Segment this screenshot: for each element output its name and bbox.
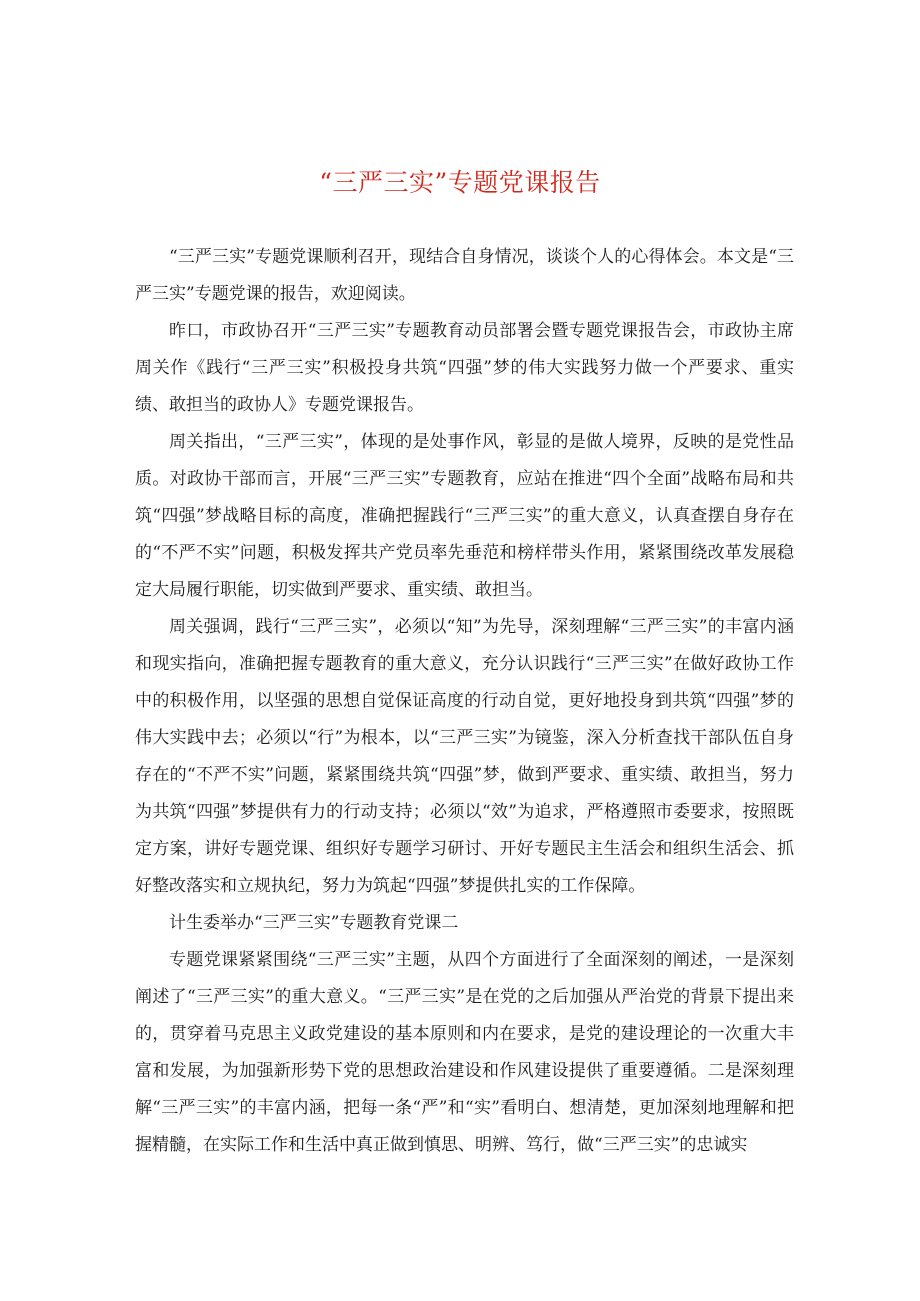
paragraph: 周关指出，“三严三实”，体现的是处事作风，彰显的是做人境界，反映的是党性品质。对政协干部而言，开展“三严三实”专题教育，应站在推进“四个全面”战略布局和共筑“四强”梦战略目标的高度，准确把握践行“三严三实”的重大意义，认真查摆自身存在的“不严不实”问题，积极发挥共产党员率先垂范和榜样带头作用，紧紧围绕改革发展稳定大局履行职能，切实做到严要求、重实绩、敢担当。 xyxy=(135,432,794,600)
paragraph-subheading: 计生委举办“三严三实”专题教育党课二 xyxy=(169,913,459,933)
paragraph: 专题党课紧紧围绕“三严三实”主题，从四个方面进行了全面深刻的阐述，一是深刻阐述了“三严三实”的重大意义。“三严三实”是在党的之后加强从严治党的背景下提出来的，贯穿着马克思主义政党建设的基本原则和内在要求，是党的建设理论的一次重大丰富和发展，为加强新形势下党的思想政治建设和作风建设提供了重要遵循。二是深刻理解“三严三实”的丰富内涵，把每一条“严”和“实”看明白、想清楚，更加深刻地理解和把握精髓，在实际工作和生活中真正做到慎思、明辨、笃行，做“三严三实”的忠诚实 xyxy=(135,950,794,1155)
document-title: “三严三实”专题党课报告 xyxy=(319,168,601,197)
paragraph: “三严三实”专题党课顺利召开，现结合自身情况，谈谈个人的心得体会。本文是“三严三实”专题党课的报告，欢迎阅读。 xyxy=(135,247,794,304)
paragraph: 昨口，市政协召开“三严三实”专题教育动员部署会暨专题党课报告会，市政协主席周关作《践行“三严三实”积极投身共筑“四强”梦的伟大实践努力做一个严要求、重实绩、敢担当的政协人》专题党课报告。 xyxy=(135,321,794,415)
paragraph: 周关强调，践行“三严三实”，必须以“知”为先导，深刻理解“三严三实”的丰富内涵和现实指向，准确把握专题教育的重大意义，充分认识践行“三严三实”在做好政协工作中的积极作用，以坚强的思想自觉保证高度的行动自觉，更好地投身到共筑“四强”梦的伟大实践中去；必须以“行”为根本，以“三严三实”为镜鉴，深入分析查找干部队伍自身存在的“不严不实”问题，紧紧围绕共筑“四强”梦，做到严要求、重实绩、敢担当，努力为共筑“四强”梦提供有力的行动支持；必须以“效”为追求，严格遵照市委要求，按照既定方案，讲好专题党课、组织好专题学习研讨、开好专题民主生活会和组织生活会、抓好整改落实和立规执纪，努力为筑起“四强”梦提供扎实的工作保障。 xyxy=(135,617,794,896)
document-body xyxy=(135,239,794,1164)
